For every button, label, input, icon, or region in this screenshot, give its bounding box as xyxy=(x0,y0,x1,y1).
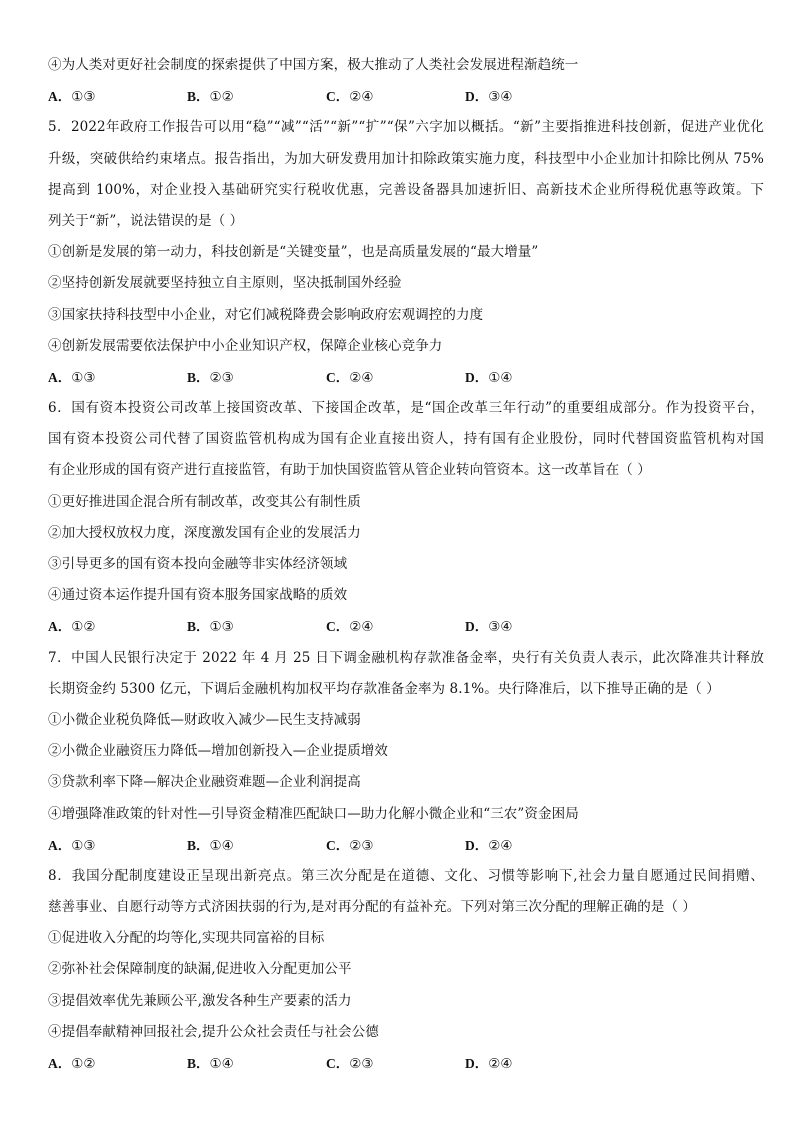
statement-4: ④提倡奉献精神回报社会,提升公众社会责任与社会公德 xyxy=(48,1023,379,1040)
option-d[interactable]: D．①④ xyxy=(465,369,513,386)
question-stem-line: 长期资金约 5300 亿元，下调后金融机构加权平均存款准备金率为 8.1%。央行降准后，以下推导正确的是（ ） xyxy=(48,680,720,697)
statement-1: ①促进收入分配的均等化,实现共同富裕的目标 xyxy=(48,930,325,947)
option-b[interactable]: B．①③ xyxy=(187,619,234,636)
option-a[interactable]: A．①③ xyxy=(48,837,96,854)
option-d[interactable]: D．③④ xyxy=(465,619,513,636)
statement-3: ③提倡效率优先兼顾公平,激发各种生产要素的活力 xyxy=(48,992,352,1009)
question-6 xyxy=(48,393,764,643)
statement-2: ②弥补社会保障制度的缺漏,促进收入分配更加公平 xyxy=(48,961,352,978)
statement-1: ①创新是发展的第一动力，科技创新是“关键变量”，也是高质量发展的“最大增量” xyxy=(48,244,539,261)
option-d[interactable]: D．②④ xyxy=(465,1056,513,1072)
statement-3: ③贷款利率下降—解决企业融资难题—企业利润提高 xyxy=(48,774,361,791)
question-stem-line: 6．国有资本投资公司改革上接国资改革、下接国企改革，是“国企改革三年行动”的重要组成部分。作为投资平台， xyxy=(48,400,764,417)
question-stem-line: 有企业形成的国有资产进行直接监管，有助于加快国资监管从管企业转向管资本。这一改革旨在（ ） xyxy=(48,462,651,479)
statement-4: ④为人类对更好社会制度的探索提供了中国方案，极大推动了人类社会发展进程渐趋统一 xyxy=(48,57,579,73)
question-8 xyxy=(48,861,764,1079)
question-stem-line: 国有资本投资公司代替了国资监管机构成为国有企业直接出资人，持有国有企业股份，同时代替国资监管机构对国 xyxy=(48,431,764,448)
option-a[interactable]: A．①② xyxy=(48,619,96,636)
option-d[interactable]: D．③④ xyxy=(465,89,513,106)
option-c[interactable]: C．②④ xyxy=(326,369,374,386)
option-c[interactable]: C．②③ xyxy=(326,837,374,854)
statement-1: ①更好推进国企混合所有制改革，改变其公有制性质 xyxy=(48,493,361,510)
option-d[interactable]: D．②④ xyxy=(465,837,513,854)
statement-4: ④创新发展需要依法保护中小企业知识产权，保障企业核心竞争力 xyxy=(48,337,443,354)
options-row xyxy=(48,1048,764,1079)
question-stem-line: 7．中国人民银行决定于 2022 年 4 月 25 日下调金融机构存款准备金率，央行有关负责人表示，此次降准共计释放 xyxy=(48,649,764,666)
option-a[interactable]: A．①② xyxy=(48,1056,96,1072)
option-a[interactable]: A．①③ xyxy=(48,369,96,386)
question-7 xyxy=(48,643,764,861)
statement-1: ①小微企业税负降低—财政收入减少—民生支持减弱 xyxy=(48,711,361,728)
option-a[interactable]: A．①③ xyxy=(48,89,96,106)
option-c[interactable]: C．②④ xyxy=(326,619,374,636)
question-stem-line: 5．2022年政府工作报告可以用“稳”“减”“活”“新”“扩”“保”六字加以概括。“新”主要指推进科技创新，促进产业优化 xyxy=(48,119,764,136)
options-row xyxy=(48,611,764,642)
question-stem-line: 慈善事业、自愿行动等方式济困扶弱的行为,是对再分配的有益补充。下列对第三次分配的理解正确的是（ ） xyxy=(48,899,696,916)
statement-4: ④增强降准政策的针对性—引导资金精准匹配缺口—助力化解小微企业和“三农”资金困局 xyxy=(48,805,579,822)
question-stem-line: 提高到 100%，对企业投入基础研究实行税收优惠，完善设备器具加速折旧、高新技术企业所得税优惠等政策。下 xyxy=(48,181,764,198)
statement-2: ②加大授权放权力度，深度激发国有企业的发展活力 xyxy=(48,524,361,541)
statement-2: ②小微企业融资压力降低—增加创新投入—企业提质增效 xyxy=(48,743,388,760)
option-c[interactable]: C．②③ xyxy=(326,1056,374,1072)
options-row xyxy=(48,362,764,393)
option-b[interactable]: B．①④ xyxy=(187,1056,234,1072)
statement-4: ④通过资本运作提升国有资本服务国家战略的质效 xyxy=(48,587,348,604)
options-row xyxy=(48,830,764,861)
options-row xyxy=(48,81,764,112)
option-b[interactable]: B．①② xyxy=(187,89,234,106)
statement-3: ③国家扶持科技型中小企业，对它们减税降费会影响政府宏观调控的力度 xyxy=(48,306,484,323)
question-stem-line: 升级，突破供给约束堵点。报告指出，为加大研发费用加计扣除政策实施力度，科技型中小企业加计扣除比例从 75% xyxy=(48,150,764,167)
option-c[interactable]: C．②④ xyxy=(326,89,374,106)
statement-3: ③引导更多的国有资本投向金融等非实体经济领域 xyxy=(48,556,348,572)
option-b[interactable]: B．②③ xyxy=(187,369,234,386)
option-b[interactable]: B．①④ xyxy=(187,837,234,854)
question-stem-line: 列关于“新”，说法错误的是（ ） xyxy=(48,212,244,229)
exam-page xyxy=(48,50,764,1079)
statement-2: ②坚持创新发展就要坚持独立自主原则，坚决抵制国外经验 xyxy=(48,275,402,292)
question-5 xyxy=(48,112,764,393)
question-stem-line: 8．我国分配制度建设正呈现出新亮点。第三次分配是在道德、文化、习惯等影响下,社会力量自愿通过民间捐赠、 xyxy=(48,867,764,884)
